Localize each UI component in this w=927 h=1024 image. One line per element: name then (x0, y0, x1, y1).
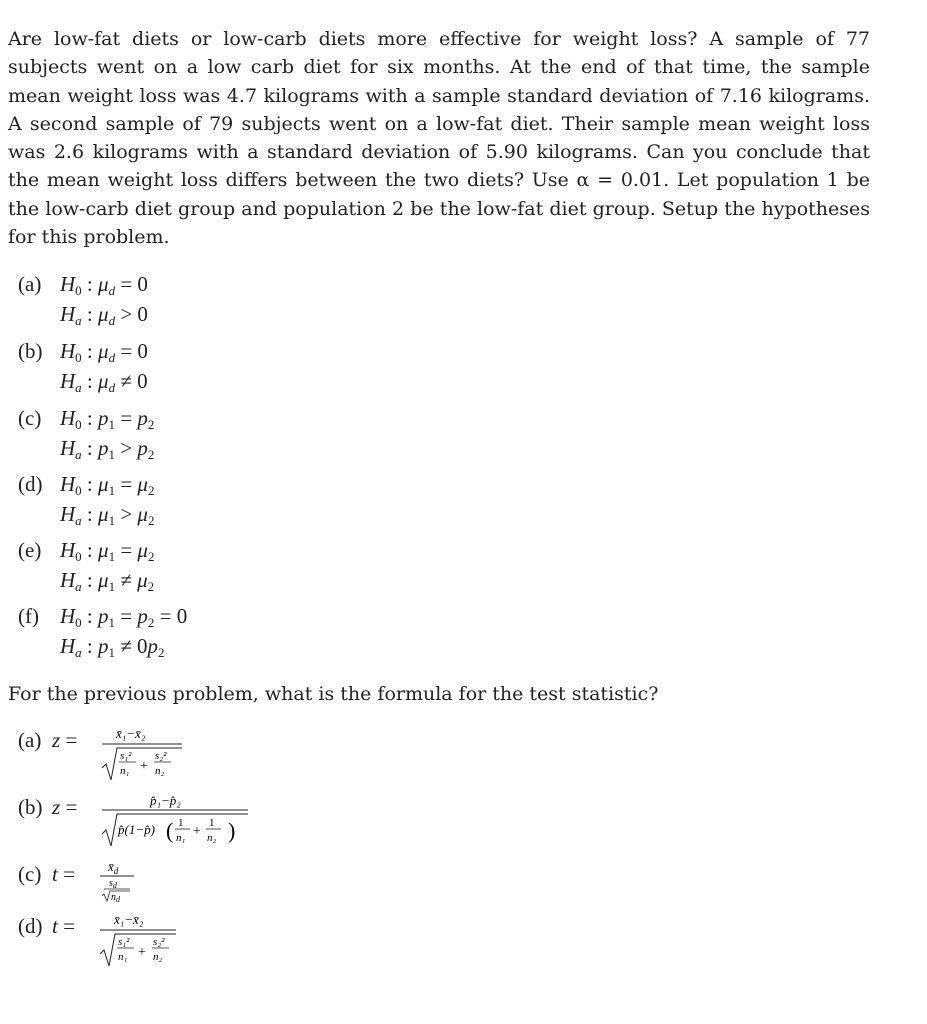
svg-text:n₁: n₁ (120, 765, 130, 777)
option-b-null: $H_0$ : $\mu_d = 0$ (60, 339, 148, 365)
formula-option-b-label: (b) (18, 795, 43, 819)
option-c-label: (c) (18, 406, 42, 430)
svg-text:n₁: n₁ (118, 951, 128, 963)
svg-text:n₁: n₁ (176, 832, 186, 844)
svg-text:nd: $n_d$ (111, 892, 120, 904)
option-a-label: (a) (18, 272, 42, 296)
option-f-null: $H_0$ : $p_1 = p_2 = 0$ (60, 604, 188, 630)
svg-text:s₁²: s₁² (120, 750, 132, 762)
svg-text:+: + (193, 824, 201, 839)
svg-text:+: + (140, 759, 148, 774)
option-f-alt: $H_a$ : $p_1 \ne 0p_2$ (60, 634, 165, 660)
formula-b-lhs: z = (52, 795, 78, 819)
question-2-text: For the previous problem, what is the formula for the test statistic? (8, 683, 659, 705)
svg-text:s₁²: s₁² (118, 936, 130, 948)
option-b-alt: $H_a$ : $\mu_d \ne 0$ (60, 369, 148, 395)
option-d-alt: $H_a$ : $\mu_1 > \mu_2$ (60, 502, 155, 528)
option-d-null: $H_0$ : $\mu_1 = \mu_2$ (60, 472, 155, 498)
svg-text:n₂: n₂ (207, 832, 217, 844)
formula-b-fraction (98, 790, 258, 848)
formula-a-lhs: z = (52, 728, 78, 752)
option-c-alt: $H_a$ : $p_1 > p_2$ (60, 436, 155, 462)
svg-text:n₂: n₂ (153, 951, 163, 963)
option-e-null: $H_0$ : $\mu_1 = \mu_2$ (60, 538, 155, 564)
formula-d-fraction (96, 912, 186, 970)
svg-text:x̄₁−x̄₂: x̄₁−x̄₂ (114, 912, 144, 927)
svg-text:1: 1 (178, 817, 184, 829)
formula-d-lhs: t = (52, 914, 75, 938)
formula-option-a-label: (a) (18, 728, 42, 752)
formula-option-d-label: (d) (18, 914, 43, 938)
svg-text:x̄₁−x̄₂: x̄₁−x̄₂ (116, 726, 146, 741)
svg-text:+: + (138, 945, 146, 960)
option-d-label: (d) (18, 472, 43, 496)
svg-text:(: ( (166, 818, 174, 843)
svg-text:x̄d: $x̄_d$ (108, 859, 119, 876)
svg-text:1: 1 (209, 817, 215, 829)
option-e-label: (e) (18, 538, 42, 562)
option-c-null: $H_0$ : $p_1 = p_2$ (60, 406, 155, 432)
option-a-alt: $H_a$ : $\mu_d > 0$ (60, 302, 148, 328)
question-1-text: Are low-fat diets or low-carb diets more effective for weight loss? A sample of 77 subjects went on a low carb diet for six months. At the end of that time, the sample mean weight loss was 4.7 kilograms with a sample standard deviation of 7.16 kilograms. A second sample of 79 subjects went on a low-fat diet. Their sample mean weight loss was 2.6 kilograms with a standard deviation of 5.90 kilograms. Can you conclude that the mean weight loss differs between the two diets? Use α = 0.01. Let population 1 be the low-carb diet group and population 2 be the low-fat diet group. Setup the hypotheses for this problem. (8, 28, 870, 249)
svg-text:s₂²: s₂² (155, 750, 167, 762)
svg-text:s₂²: s₂² (153, 936, 165, 948)
option-a-null: $H_0$ : $\mu_d = 0$ (60, 272, 148, 298)
formula-option-c-label: (c) (18, 862, 42, 886)
option-b-label: (b) (18, 339, 43, 363)
svg-text:p̂(1−p̂): p̂(1−p̂) (118, 822, 155, 837)
svg-text:p̂₁−p̂₂: p̂₁−p̂₂ (150, 793, 181, 808)
formula-c-lhs: t = (52, 862, 75, 886)
svg-text:): ) (228, 818, 236, 843)
svg-text:sd: $s_d$ (109, 878, 117, 890)
svg-text:n₂: n₂ (155, 765, 165, 777)
formula-a-fraction (98, 726, 188, 784)
option-f-label: (f) (18, 604, 39, 628)
option-e-alt: $H_a$ : $\mu_1 \ne \mu_2$ (60, 568, 155, 594)
formula-c-fraction (96, 858, 146, 904)
